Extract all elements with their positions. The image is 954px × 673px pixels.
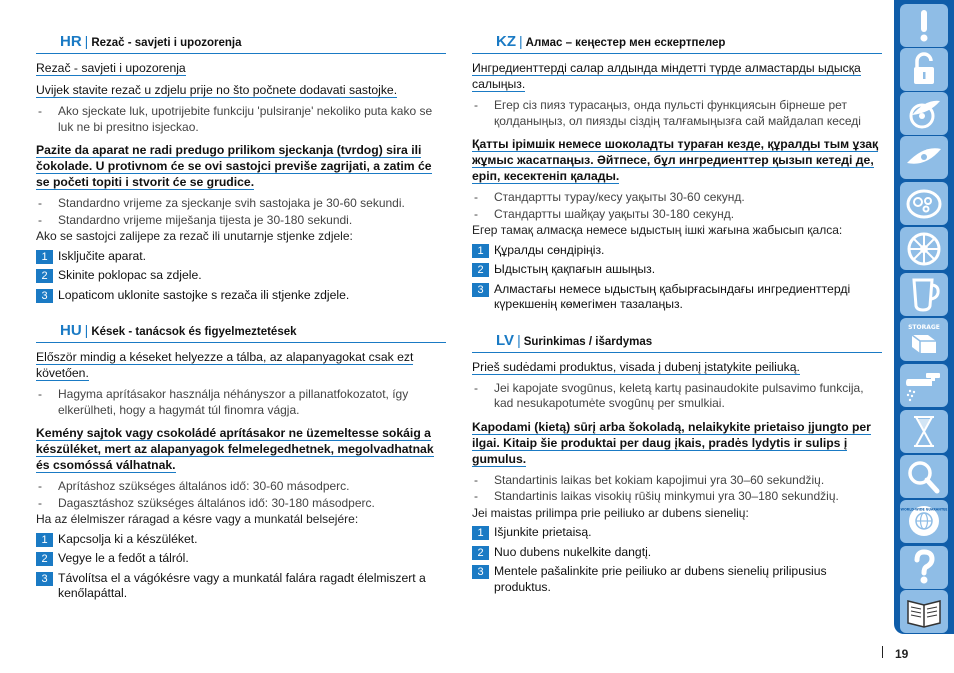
- step-item: 1 Құралды сөндіріңіз.: [472, 243, 882, 259]
- steps-intro: Ako se sastojci zalijepe za rezač ili unutarnje stjenke zdjele:: [36, 229, 353, 243]
- time-item: - Standardno vrijeme za sjeckanje svih sastojaka je 30-60 sekundi.: [36, 196, 446, 212]
- left-column: [36, 32, 446, 606]
- time-item: - Стандартты шайқау уақыты 30-180 секунд.: [472, 207, 882, 223]
- tap-icon[interactable]: [900, 364, 948, 407]
- section-header-lv: [472, 331, 882, 353]
- section-header-hr: [36, 32, 446, 54]
- underlined-text: Prieš sudėdami produktus, visada į dubenį įstatykite peiliuką.: [472, 359, 800, 374]
- section-title: Rezač - savjeti i upozorenja: [91, 37, 242, 49]
- globe-icon[interactable]: [900, 500, 948, 543]
- steps-intro: Ha az élelmiszer ráragad a késre vagy a munkatál belsejére:: [36, 512, 359, 526]
- separator: |: [517, 331, 521, 348]
- time-item: - Dagasztáshoz szükséges általános idő: 30-180 másodperc.: [36, 496, 446, 512]
- step-item: 3 Lopaticom uklonite sastojke s rezača ili stjenke zdjele.: [36, 288, 446, 304]
- tip-item: - Hagyma aprításakor használja néhányszor a pillanatfokozatot, így elkerülheti, hogy a hagymát túl finomra vágja.: [36, 387, 446, 418]
- citrus-press-icon[interactable]: [900, 227, 948, 270]
- step-item: 2 Nuo dubens nukelkite dangtį.: [472, 545, 882, 561]
- warning-text: Kemény sajtok vagy csokoládé aprításakor ne üzemeltesse sokáig a készüléket, mert az alapanyagok felmelegedhetnek, megolvadhatnak és csomóssá válhatnak.: [36, 426, 434, 472]
- step-item: 2 Ыдыстың қақпағын ашыңыз.: [472, 262, 882, 278]
- hourglass-icon[interactable]: [900, 410, 948, 453]
- question-mark-icon[interactable]: [900, 546, 948, 589]
- time-item: - Standardno vrijeme miješanja tijesta je 30-180 sekundi.: [36, 213, 446, 229]
- step-item: 3 Mentele pašalinkite prie peiliuko ar dubens sienelių prilipusius produktus.: [472, 564, 882, 595]
- separator: |: [84, 322, 89, 338]
- step-item: 3 Távolítsa el a vágókésre vagy a munkatál falára ragadt élelmiszert a kenőlapáttal.: [36, 571, 446, 602]
- right-column: [472, 32, 882, 599]
- step-item: 2 Vegye le a fedőt a tálról.: [36, 551, 446, 567]
- section-title: Kések - tanácsok és figyelmeztetések: [91, 326, 297, 338]
- blade-disc-icon[interactable]: [900, 92, 948, 135]
- step-item: 1 Kapcsolja ki a készüléket.: [36, 532, 446, 548]
- svg-text:STORAGE: STORAGE: [908, 324, 940, 331]
- step-item: 3 Алмастағы немесе ыдыстың қабырғасындағы ингредиенттерді күрекшенің көмегімен тазалаңыз.: [472, 282, 882, 313]
- step-item: 1 Išjunkite prietaisą.: [472, 525, 882, 541]
- separator: |: [519, 33, 523, 49]
- underlined-text: Először mindig a késeket helyezze a tálba, az alapanyagokat csak ezt követően.: [36, 350, 414, 380]
- icon-sidebar: [894, 0, 954, 634]
- page-number-divider: [882, 646, 883, 658]
- blender-jar-icon[interactable]: [900, 273, 948, 316]
- warning-text: Kapodami (kietą) sūrį arba šokoladą, nelaikykite prietaiso įjungto per ilgai. Kitaip šie produktai per daug įkais, pradės lydytis ir sulips į gumulus.: [472, 419, 871, 466]
- language-code: HR: [60, 33, 82, 50]
- time-item: - Standartinis laikas bet kokiam kapojimui yra 30–60 sekundžių.: [472, 473, 882, 489]
- storage-box-icon[interactable]: [900, 318, 948, 361]
- tip-item: - Jei kapojate svogūnus, keletą kartų pasinaudokite pulsavimo funkcija, kad nesukapotumėte svogūnų per smulkiai.: [472, 381, 882, 412]
- warning-text: Қатты ірімшік немесе шоколадты тураған кезде, құралды тым ұзақ жұмыс жасатпаңыз. Әйтпесе, бұл ингредиенттер қызып кетеді де, еріп, кесектеніп қалады.: [472, 137, 879, 183]
- section-title: Алмас – кеңестер мен ескертпелер: [525, 37, 726, 49]
- time-item: - Стандартты турау/кесу уақыты 30-60 секунд.: [472, 190, 882, 206]
- underlined-text: Rezač - savjeti i upozorenja: [36, 61, 186, 75]
- tip-item: - Ako sjeckate luk, upotrijebite funkciju 'pulsiranje' nekoliko puta kako se luk ne bi presitno isjeckao.: [36, 104, 446, 135]
- steps-intro: Jei maistas prilimpa prie peiliuko ar dubens sienelių:: [472, 505, 749, 520]
- whisk-blade-icon[interactable]: [900, 136, 948, 179]
- separator: |: [84, 33, 89, 49]
- padlock-icon[interactable]: [900, 48, 948, 91]
- magnifier-icon[interactable]: [900, 455, 948, 498]
- svg-text:WORLD-WIDE GUARANTEE: WORLD-WIDE GUARANTEE: [900, 507, 948, 512]
- emulsifier-disc-icon[interactable]: [900, 182, 948, 225]
- section-title: Surinkimas / išardymas: [523, 335, 653, 348]
- time-item: - Aprításhoz szükséges általános idő: 30-60 másodperc.: [36, 479, 446, 495]
- time-item: - Standartinis laikas visokių rūšių minkymui yra 30–180 sekundžių.: [472, 489, 882, 505]
- page-number: 19: [895, 647, 909, 661]
- exclamation-icon[interactable]: [900, 4, 948, 47]
- tip-item: - Егер сіз пияз турасаңыз, онда пульсті функциясын бірнеше рет қолданыңыз, ол пиязды сіздің талғамыңызға сай майдалап кеседі: [472, 98, 882, 129]
- section-header-hu: [36, 321, 446, 343]
- steps-intro: Егер тамақ алмасқа немесе ыдыстың ішкі жағына жабысып қалса:: [472, 223, 843, 237]
- underlined-text: Uvijek stavite rezač u zdjelu prije no što počnete dodavati sastojke.: [36, 83, 398, 97]
- step-item: 2 Skinite poklopac sa zdjele.: [36, 268, 446, 284]
- language-code: KZ: [496, 33, 516, 50]
- manual-book-icon[interactable]: [900, 590, 948, 633]
- step-item: 1 Isključite aparat.: [36, 249, 446, 265]
- language-code: LV: [496, 331, 515, 349]
- warning-text: Pazite da aparat ne radi predugo prilikom sjeckanja (tvrdog) sira ili čokolade. U protivnom će se ovi sastojci previše zagrijati, a zatim će se početi topiti i stvorit će se grudice.: [36, 143, 432, 189]
- language-code: HU: [60, 322, 82, 339]
- section-header-kz: [472, 32, 882, 54]
- underlined-text: Ингредиенттерді салар алдында міндетті түрде алмастарды ыдысқа салыңыз.: [472, 61, 861, 91]
